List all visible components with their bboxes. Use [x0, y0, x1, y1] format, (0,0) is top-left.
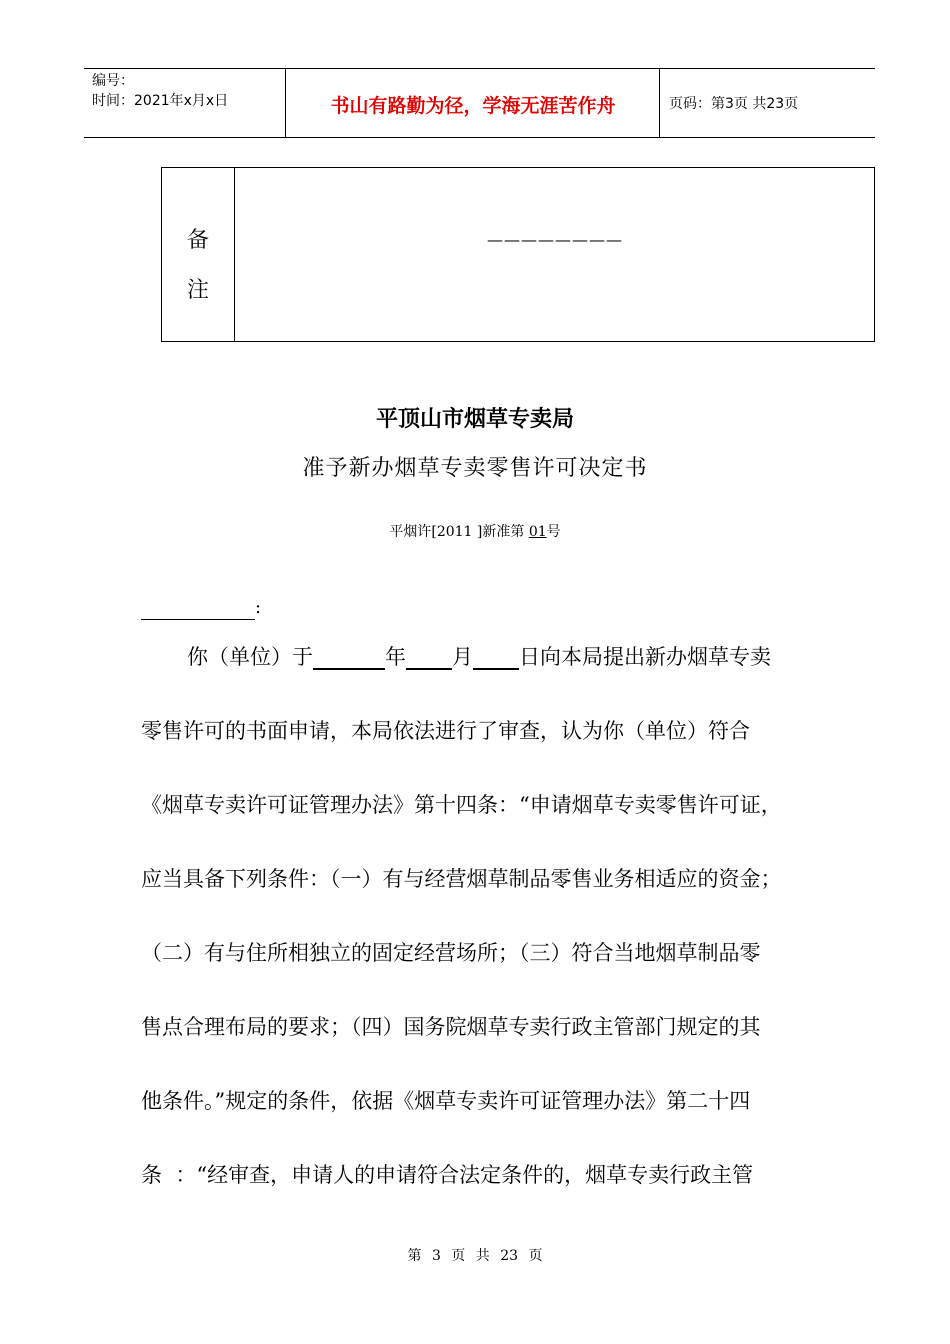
addressee-colon: :: [255, 597, 262, 618]
body-text: 年: [385, 645, 406, 669]
remarks-label: [162, 216, 234, 316]
body-line: （二）有与住所相独立的固定经营场所；（三）符合当地烟草制品零: [141, 941, 761, 965]
body-line: 售点合理布局的要求；（四）国务院烟草专卖行政主管部门规定的其: [141, 1015, 761, 1039]
body-line: [141, 637, 841, 711]
addressee-line: [141, 596, 261, 620]
year-blank: [313, 640, 385, 670]
day-blank: [473, 640, 519, 670]
header-page-info: 页码：第3页 共23页: [669, 96, 799, 112]
body-line: 他条件。”规定的条件，依据《烟草专卖许可证管理办法》第二十四: [141, 1089, 751, 1113]
addressee-blank: [141, 601, 255, 620]
document-body: [141, 637, 841, 1229]
page-header: [84, 68, 875, 138]
remarks-divider: [234, 168, 235, 341]
page-footer: 第 3 页 共 23 页: [407, 1248, 543, 1264]
body-text: 日向本局提出新办烟草专卖: [519, 645, 771, 669]
header-divider: [285, 69, 286, 137]
body-text: 月: [452, 645, 473, 669]
document-number: [0, 522, 950, 542]
body-text: 你（单位）于: [187, 645, 313, 669]
header-divider: [659, 69, 660, 137]
doc-number-value: 01: [528, 524, 547, 540]
doc-number-prefix: 平烟许[2011 ]新准第: [389, 524, 529, 540]
body-line: 《烟草专卖许可证管理办法》第十四条：“申请烟草专卖零售许可证，: [141, 793, 782, 817]
document-subtitle: 准予新办烟草专卖零售许可决定书: [302, 456, 648, 481]
body-line: 应当具备下列条件：（一）有与经营烟草制品零售业务相适应的资金；: [141, 867, 782, 891]
serial-label: 编号：: [92, 73, 134, 89]
doc-number-suffix: 号: [546, 524, 561, 540]
remarks-label-char: 注: [186, 278, 209, 303]
remarks-label-char: 备: [186, 228, 209, 253]
month-blank: [406, 640, 452, 670]
body-line: 条 ：“经审查，申请人的申请符合法定条件的，烟草专卖行政主管: [141, 1163, 754, 1187]
header-motto: 书山有路勤为径，学海无涯苦作舟: [330, 95, 616, 117]
time-label: 时间：2021年x月x日: [92, 93, 229, 109]
remarks-table: [161, 167, 875, 342]
body-line: 零售许可的书面申请，本局依法进行了审查，认为你（单位）符合: [141, 719, 750, 743]
document-title: 平顶山市烟草专卖局: [375, 407, 574, 432]
remarks-content: ————————: [487, 230, 623, 249]
